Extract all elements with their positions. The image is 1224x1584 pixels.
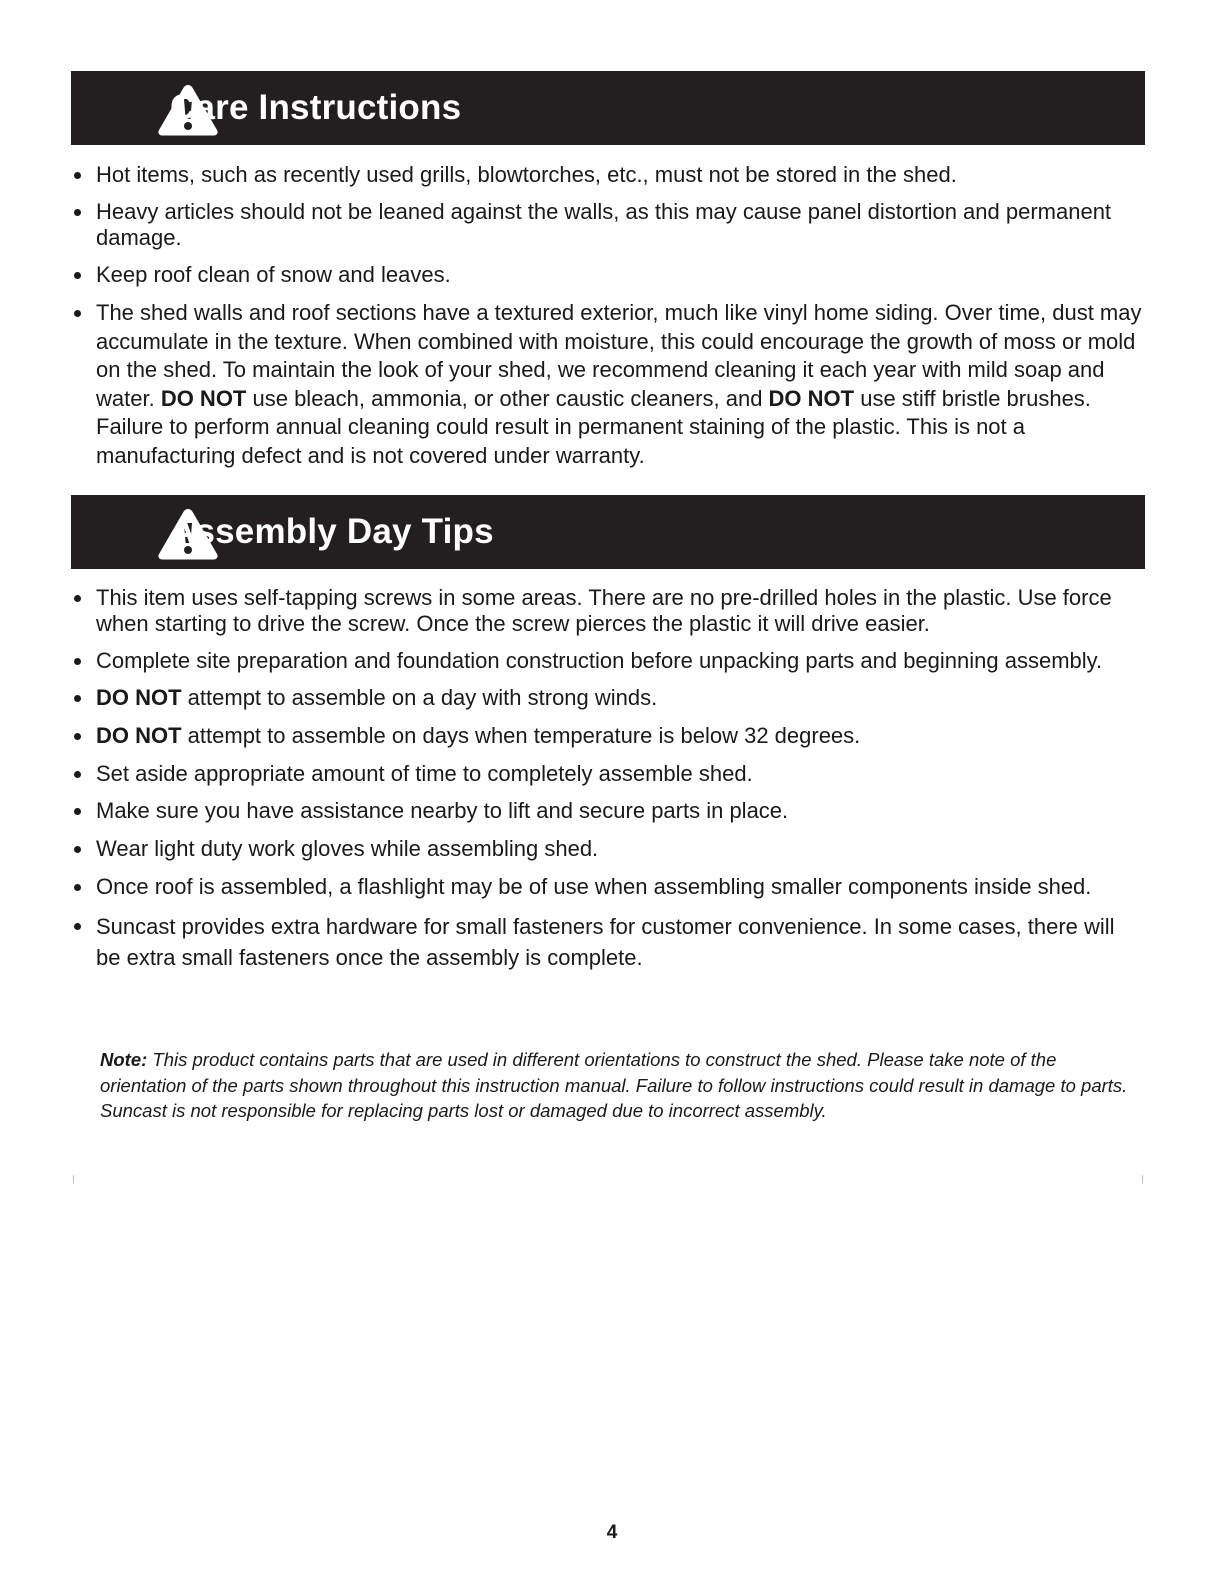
bullet — [74, 808, 81, 815]
list-item: Keep roof clean of snow and leaves. — [72, 262, 1142, 288]
care-instructions-title: Care Instructions — [170, 88, 462, 127]
list-item: Wear light duty work gloves while assembling shed. — [72, 836, 1142, 862]
bullet — [74, 209, 81, 216]
page-number: 4 — [606, 1522, 618, 1543]
list-item: Suncast provides extra hardware for small fasteners for customer convenience. In some cases, there will be extra small fasteners once the assembly is complete. — [72, 911, 1142, 973]
list-item: This item uses self-tapping screws in some areas. There are no pre-drilled holes in the plastic. Use force when starting to drive the screw. Once the screw pierces the plastic it will drive easier. — [72, 585, 1142, 637]
list-item: The shed walls and roof sections have a textured exterior, much like vinyl home siding. Over time, dust may accumulate in the texture. When combined with moisture, this could encourage the growth of moss or mold on the shed. To maintain the look of your shed, we recommend cleaning it each year with mild soap and water. DO NOT use bleach, ammonia, or other caustic cleaners, and DO NOT use stiff bristle brushes. Failure to perform annual cleaning could result in permanent staining of the plastic. This is not a manufacturing defect and is not covered under warranty. — [72, 299, 1142, 470]
note-paragraph — [100, 1047, 1130, 1124]
note-label: Note: — [100, 1049, 148, 1070]
assembly-day-tips-banner — [71, 495, 1145, 569]
crop-mark — [73, 1175, 74, 1183]
bullet — [74, 310, 81, 317]
care-instructions-banner — [71, 71, 1145, 145]
bullet — [74, 272, 81, 279]
bullet — [74, 884, 81, 891]
bullet — [74, 771, 81, 778]
list-item: DO NOT attempt to assemble on a day with strong winds. — [72, 685, 1142, 711]
list-item: Heavy articles should not be leaned against the walls, as this may cause panel distortion and permanent damage. — [72, 199, 1142, 251]
bullet — [74, 172, 81, 179]
assembly-day-tips-title: Assembly Day Tips — [170, 512, 494, 551]
bullet — [74, 846, 81, 853]
bullet — [74, 733, 81, 740]
list-item: DO NOT attempt to assemble on days when temperature is below 32 degrees. — [72, 723, 1142, 749]
crop-mark — [1142, 1175, 1143, 1183]
list-item: Set aside appropriate amount of time to completely assemble shed. — [72, 761, 1142, 787]
care-instructions-list — [72, 162, 1142, 470]
bullet — [74, 595, 81, 602]
list-item: Complete site preparation and foundation construction before unpacking parts and beginning assembly. — [72, 648, 1142, 674]
bullet — [74, 695, 81, 702]
list-item: Make sure you have assistance nearby to lift and secure parts in place. — [72, 798, 1142, 824]
list-item: Once roof is assembled, a flashlight may be of use when assembling smaller components inside shed. — [72, 874, 1142, 900]
bullet — [74, 658, 81, 665]
assembly-day-tips-list — [72, 585, 1142, 973]
bullet — [74, 923, 81, 930]
note-text: This product contains parts that are used in different orientations to construct the shed. Please take note of the orientation of the parts shown throughout this instruction manual. Failure to follow instructions could result in damage to parts. Suncast is not responsible for replacing parts lost or damaged due to incorrect assembly. — [100, 1049, 1128, 1121]
list-item: Hot items, such as recently used grills, blowtorches, etc., must not be stored in the shed. — [72, 162, 1142, 188]
